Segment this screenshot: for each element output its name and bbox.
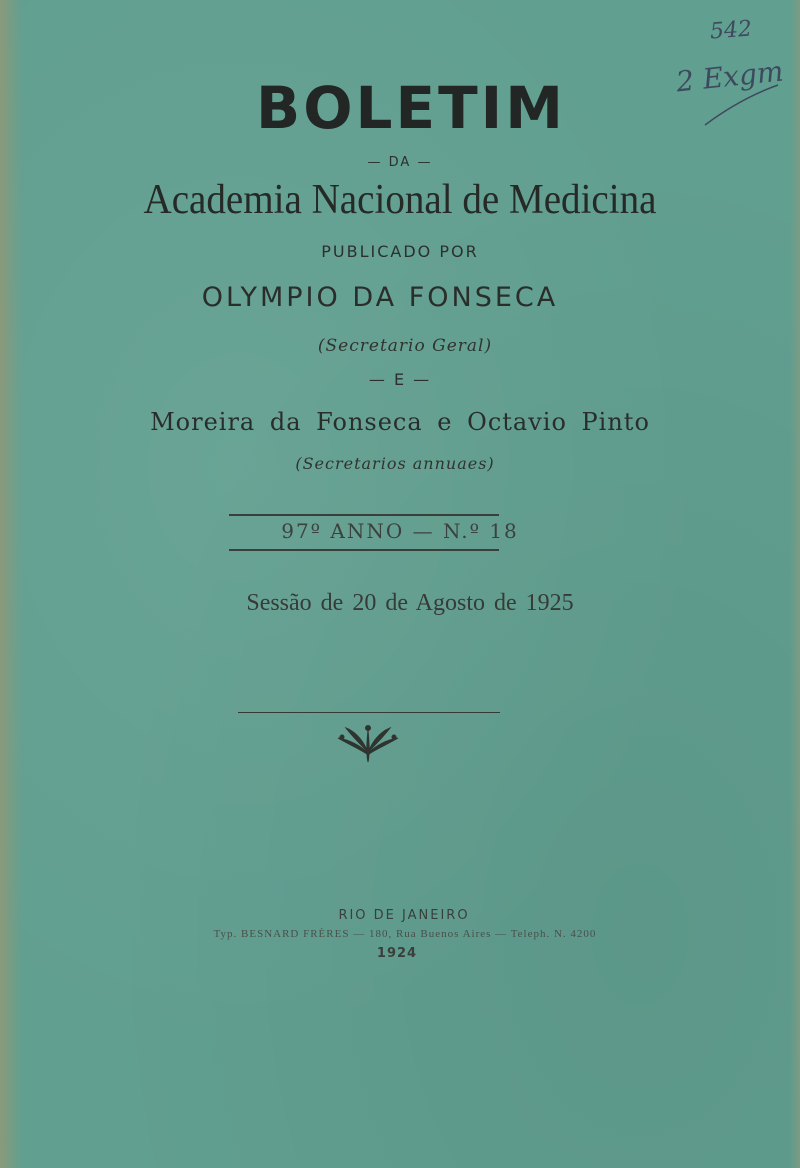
volume-rule-bottom [229,549,499,551]
co-editors: Moreira da Fonseca e Octavio Pinto [150,408,650,436]
handwritten-note: 2 Exgm [674,54,785,99]
fleuron-ornament-icon [336,722,400,764]
publication-city: RIO DE JANEIRO [338,908,470,923]
published-by-label: PUBLICADO POR [321,242,479,261]
cover-right-edge [790,0,800,1168]
printer-line: Typ. BESNARD FRÈRES — 180, Rua Buenos Aires — Teleph. N. 4200 [213,928,597,940]
cover-title: BOLETIM [256,74,566,142]
conjunction: — E — [368,370,432,389]
ornament-rule [238,712,500,713]
publication-year: 1924 [376,946,418,961]
volume-rule-top [229,514,499,516]
session-date: Sessão de 20 de Agosto de 1925 [246,590,574,616]
co-editors-role: (Secretarios annuaes) [295,454,495,473]
institution-name: Academia Nacional de Medicina [143,177,657,223]
editor-name: OLYMPIO DA FONSECA [201,282,559,313]
handwritten-shelf-mark: 542 [709,16,753,45]
cover-da: — DA — [367,155,433,170]
volume-number: 97º ANNO — N.º 18 [281,519,519,543]
cover-left-edge [0,0,22,1168]
editor-role: (Secretario Geral) [317,336,493,356]
